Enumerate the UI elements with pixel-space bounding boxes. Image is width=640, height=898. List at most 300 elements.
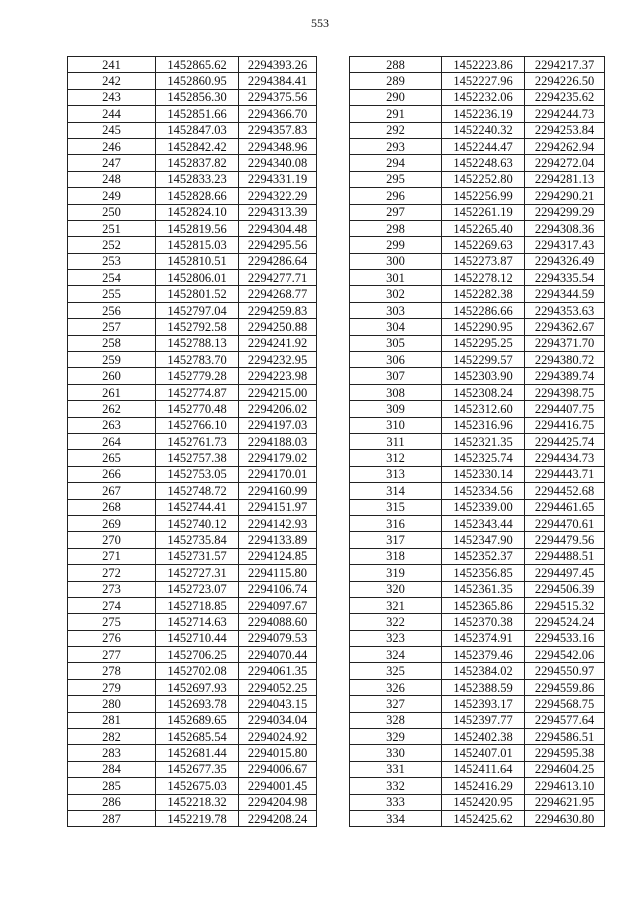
table-row (68, 253, 317, 269)
x-coordinate-cell: 1452416.29 (442, 778, 525, 794)
point-number-cell: 314 (350, 483, 442, 499)
table-row (350, 335, 605, 351)
y-coordinate-cell: 2294262.94 (525, 138, 605, 154)
point-number-cell: 319 (350, 565, 442, 581)
x-coordinate-cell: 1452325.74 (442, 450, 525, 466)
point-number-cell: 292 (350, 122, 442, 138)
table-row (350, 499, 605, 515)
point-number-cell: 260 (68, 368, 156, 384)
point-number-cell: 324 (350, 647, 442, 663)
x-coordinate-cell: 1452384.02 (442, 663, 525, 679)
y-coordinate-cell: 2294206.02 (239, 401, 317, 417)
y-coordinate-cell: 2294097.67 (239, 597, 317, 613)
table-row (68, 548, 317, 564)
y-coordinate-cell: 2294043.15 (239, 696, 317, 712)
coordinate-table-left (67, 56, 317, 827)
point-number-cell: 248 (68, 171, 156, 187)
table-row (350, 532, 605, 548)
y-coordinate-cell: 2294299.29 (525, 204, 605, 220)
y-coordinate-cell: 2294052.25 (239, 679, 317, 695)
y-coordinate-cell: 2294416.75 (525, 417, 605, 433)
y-coordinate-cell: 2294407.75 (525, 401, 605, 417)
table-row (350, 352, 605, 368)
y-coordinate-cell: 2294034.04 (239, 712, 317, 728)
table-row (68, 532, 317, 548)
x-coordinate-cell: 1452321.35 (442, 433, 525, 449)
y-coordinate-cell: 2294353.63 (525, 302, 605, 318)
point-number-cell: 316 (350, 515, 442, 531)
x-coordinate-cell: 1452833.23 (156, 171, 239, 187)
point-number-cell: 258 (68, 335, 156, 351)
point-number-cell: 320 (350, 581, 442, 597)
x-coordinate-cell: 1452723.07 (156, 581, 239, 597)
point-number-cell: 259 (68, 352, 156, 368)
y-coordinate-cell: 2294344.59 (525, 286, 605, 302)
page-number: 553 (311, 16, 329, 30)
point-number-cell: 302 (350, 286, 442, 302)
table-row (350, 188, 605, 204)
x-coordinate-cell: 1452693.78 (156, 696, 239, 712)
point-number-cell: 272 (68, 565, 156, 581)
table-row (350, 483, 605, 499)
table-row (68, 499, 317, 515)
point-number-cell: 329 (350, 729, 442, 745)
y-coordinate-cell: 2294223.98 (239, 368, 317, 384)
table-row (68, 565, 317, 581)
y-coordinate-cell: 2294188.03 (239, 433, 317, 449)
table-row (350, 89, 605, 105)
point-number-cell: 321 (350, 597, 442, 613)
y-coordinate-cell: 2294160.99 (239, 483, 317, 499)
x-coordinate-cell: 1452393.17 (442, 696, 525, 712)
x-coordinate-cell: 1452810.51 (156, 253, 239, 269)
point-number-cell: 286 (68, 794, 156, 810)
y-coordinate-cell: 2294272.04 (525, 155, 605, 171)
x-coordinate-cell: 1452265.40 (442, 220, 525, 236)
point-number-cell: 255 (68, 286, 156, 302)
x-coordinate-cell: 1452240.32 (442, 122, 525, 138)
table-row (350, 204, 605, 220)
point-number-cell: 245 (68, 122, 156, 138)
table-row (68, 466, 317, 482)
y-coordinate-cell: 2294488.51 (525, 548, 605, 564)
point-number-cell: 264 (68, 433, 156, 449)
point-number-cell: 333 (350, 794, 442, 810)
point-number-cell: 278 (68, 663, 156, 679)
y-coordinate-cell: 2294197.03 (239, 417, 317, 433)
y-coordinate-cell: 2294142.93 (239, 515, 317, 531)
y-coordinate-cell: 2294226.50 (525, 73, 605, 89)
x-coordinate-cell: 1452365.86 (442, 597, 525, 613)
x-coordinate-cell: 1452806.01 (156, 270, 239, 286)
x-coordinate-cell: 1452677.35 (156, 761, 239, 777)
table-row (68, 515, 317, 531)
point-number-cell: 334 (350, 810, 442, 826)
y-coordinate-cell: 2294335.54 (525, 270, 605, 286)
y-coordinate-cell: 2294317.43 (525, 237, 605, 253)
table-row (68, 663, 317, 679)
y-coordinate-cell: 2294259.83 (239, 302, 317, 318)
point-number-cell: 304 (350, 319, 442, 335)
table-row (350, 515, 605, 531)
table-row (68, 417, 317, 433)
table-row (350, 417, 605, 433)
point-number-cell: 263 (68, 417, 156, 433)
point-number-cell: 254 (68, 270, 156, 286)
table-row (350, 581, 605, 597)
x-coordinate-cell: 1452740.12 (156, 515, 239, 531)
y-coordinate-cell: 2294241.92 (239, 335, 317, 351)
point-number-cell: 315 (350, 499, 442, 515)
point-number-cell: 275 (68, 614, 156, 630)
y-coordinate-cell: 2294006.67 (239, 761, 317, 777)
table-row (68, 384, 317, 400)
table-row (350, 286, 605, 302)
table-row (68, 712, 317, 728)
point-number-cell: 279 (68, 679, 156, 695)
point-number-cell: 298 (350, 220, 442, 236)
x-coordinate-cell: 1452269.63 (442, 237, 525, 253)
y-coordinate-cell: 2294533.16 (525, 630, 605, 646)
y-coordinate-cell: 2294398.75 (525, 384, 605, 400)
y-coordinate-cell: 2294393.26 (239, 57, 317, 73)
x-coordinate-cell: 1452824.10 (156, 204, 239, 220)
y-coordinate-cell: 2294434.73 (525, 450, 605, 466)
table-row (68, 433, 317, 449)
y-coordinate-cell: 2294452.68 (525, 483, 605, 499)
x-coordinate-cell: 1452290.95 (442, 319, 525, 335)
y-coordinate-cell: 2294170.01 (239, 466, 317, 482)
y-coordinate-cell: 2294277.71 (239, 270, 317, 286)
table-row (350, 663, 605, 679)
x-coordinate-cell: 1452347.90 (442, 532, 525, 548)
point-number-cell: 284 (68, 761, 156, 777)
x-coordinate-cell: 1452731.57 (156, 548, 239, 564)
y-coordinate-cell: 2294295.56 (239, 237, 317, 253)
point-number-cell: 331 (350, 761, 442, 777)
table-row (68, 794, 317, 810)
point-number-cell: 322 (350, 614, 442, 630)
point-number-cell: 283 (68, 745, 156, 761)
x-coordinate-cell: 1452710.44 (156, 630, 239, 646)
table-row (350, 778, 605, 794)
point-number-cell: 268 (68, 499, 156, 515)
y-coordinate-cell: 2294340.08 (239, 155, 317, 171)
y-coordinate-cell: 2294290.21 (525, 188, 605, 204)
point-number-cell: 252 (68, 237, 156, 253)
x-coordinate-cell: 1452770.48 (156, 401, 239, 417)
x-coordinate-cell: 1452236.19 (442, 106, 525, 122)
y-coordinate-cell: 2294425.74 (525, 433, 605, 449)
table-row (350, 57, 605, 73)
table-row (350, 73, 605, 89)
table-row (350, 647, 605, 663)
y-coordinate-cell: 2294208.24 (239, 810, 317, 826)
x-coordinate-cell: 1452343.44 (442, 515, 525, 531)
point-number-cell: 325 (350, 663, 442, 679)
table-row (68, 57, 317, 73)
y-coordinate-cell: 2294015.80 (239, 745, 317, 761)
y-coordinate-cell: 2294070.44 (239, 647, 317, 663)
y-coordinate-cell: 2294115.80 (239, 565, 317, 581)
x-coordinate-cell: 1452261.19 (442, 204, 525, 220)
y-coordinate-cell: 2294232.95 (239, 352, 317, 368)
point-number-cell: 265 (68, 450, 156, 466)
x-coordinate-cell: 1452248.63 (442, 155, 525, 171)
x-coordinate-cell: 1452411.64 (442, 761, 525, 777)
point-number-cell: 328 (350, 712, 442, 728)
point-number-cell: 293 (350, 138, 442, 154)
table-row (68, 237, 317, 253)
point-number-cell: 323 (350, 630, 442, 646)
table-row (350, 794, 605, 810)
point-number-cell: 249 (68, 188, 156, 204)
table-row (68, 155, 317, 171)
table-row (350, 302, 605, 318)
y-coordinate-cell: 2294586.51 (525, 729, 605, 745)
x-coordinate-cell: 1452681.44 (156, 745, 239, 761)
table-row (68, 778, 317, 794)
table-row (350, 401, 605, 417)
point-number-cell: 327 (350, 696, 442, 712)
y-coordinate-cell: 2294479.56 (525, 532, 605, 548)
point-number-cell: 332 (350, 778, 442, 794)
table-row (350, 237, 605, 253)
table-row (68, 810, 317, 826)
x-coordinate-cell: 1452352.37 (442, 548, 525, 564)
point-number-cell: 244 (68, 106, 156, 122)
x-coordinate-cell: 1452356.85 (442, 565, 525, 581)
y-coordinate-cell: 2294088.60 (239, 614, 317, 630)
table-row (350, 220, 605, 236)
point-number-cell: 267 (68, 483, 156, 499)
x-coordinate-cell: 1452312.60 (442, 401, 525, 417)
point-number-cell: 269 (68, 515, 156, 531)
x-coordinate-cell: 1452819.56 (156, 220, 239, 236)
x-coordinate-cell: 1452227.96 (442, 73, 525, 89)
point-number-cell: 291 (350, 106, 442, 122)
x-coordinate-cell: 1452330.14 (442, 466, 525, 482)
point-number-cell: 297 (350, 204, 442, 220)
point-number-cell: 261 (68, 384, 156, 400)
point-number-cell: 274 (68, 597, 156, 613)
y-coordinate-cell: 2294313.39 (239, 204, 317, 220)
table-row (350, 597, 605, 613)
point-number-cell: 273 (68, 581, 156, 597)
table-row (350, 630, 605, 646)
x-coordinate-cell: 1452379.46 (442, 647, 525, 663)
table-row (350, 122, 605, 138)
point-number-cell: 282 (68, 729, 156, 745)
y-coordinate-cell: 2294322.29 (239, 188, 317, 204)
table-row (350, 253, 605, 269)
y-coordinate-cell: 2294375.56 (239, 89, 317, 105)
point-number-cell: 303 (350, 302, 442, 318)
y-coordinate-cell: 2294550.97 (525, 663, 605, 679)
point-number-cell: 289 (350, 73, 442, 89)
x-coordinate-cell: 1452735.84 (156, 532, 239, 548)
y-coordinate-cell: 2294366.70 (239, 106, 317, 122)
x-coordinate-cell: 1452753.05 (156, 466, 239, 482)
table-row (68, 138, 317, 154)
table-row (68, 319, 317, 335)
y-coordinate-cell: 2294326.49 (525, 253, 605, 269)
table-row (68, 220, 317, 236)
table-row (350, 548, 605, 564)
x-coordinate-cell: 1452748.72 (156, 483, 239, 499)
x-coordinate-cell: 1452388.59 (442, 679, 525, 695)
coordinate-table-right (349, 56, 605, 827)
y-coordinate-cell: 2294268.77 (239, 286, 317, 302)
point-number-cell: 271 (68, 548, 156, 564)
table-row (68, 696, 317, 712)
x-coordinate-cell: 1452295.25 (442, 335, 525, 351)
table-row (350, 729, 605, 745)
point-number-cell: 294 (350, 155, 442, 171)
x-coordinate-cell: 1452837.82 (156, 155, 239, 171)
table-row (68, 302, 317, 318)
y-coordinate-cell: 2294281.13 (525, 171, 605, 187)
x-coordinate-cell: 1452675.03 (156, 778, 239, 794)
y-coordinate-cell: 2294204.98 (239, 794, 317, 810)
y-coordinate-cell: 2294506.39 (525, 581, 605, 597)
y-coordinate-cell: 2294001.45 (239, 778, 317, 794)
point-number-cell: 262 (68, 401, 156, 417)
table-row (68, 679, 317, 695)
y-coordinate-cell: 2294595.38 (525, 745, 605, 761)
point-number-cell: 253 (68, 253, 156, 269)
x-coordinate-cell: 1452244.47 (442, 138, 525, 154)
x-coordinate-cell: 1452865.62 (156, 57, 239, 73)
x-coordinate-cell: 1452779.28 (156, 368, 239, 384)
x-coordinate-cell: 1452370.38 (442, 614, 525, 630)
x-coordinate-cell: 1452757.38 (156, 450, 239, 466)
y-coordinate-cell: 2294371.70 (525, 335, 605, 351)
table-row (68, 597, 317, 613)
table-row (68, 368, 317, 384)
x-coordinate-cell: 1452232.06 (442, 89, 525, 105)
y-coordinate-cell: 2294362.67 (525, 319, 605, 335)
y-coordinate-cell: 2294061.35 (239, 663, 317, 679)
x-coordinate-cell: 1452361.35 (442, 581, 525, 597)
y-coordinate-cell: 2294568.75 (525, 696, 605, 712)
x-coordinate-cell: 1452282.38 (442, 286, 525, 302)
table-row (68, 745, 317, 761)
point-number-cell: 266 (68, 466, 156, 482)
y-coordinate-cell: 2294244.73 (525, 106, 605, 122)
x-coordinate-cell: 1452218.32 (156, 794, 239, 810)
table-row (350, 450, 605, 466)
x-coordinate-cell: 1452334.56 (442, 483, 525, 499)
table-row (68, 450, 317, 466)
y-coordinate-cell: 2294621.95 (525, 794, 605, 810)
point-number-cell: 296 (350, 188, 442, 204)
y-coordinate-cell: 2294577.64 (525, 712, 605, 728)
y-coordinate-cell: 2294250.88 (239, 319, 317, 335)
y-coordinate-cell: 2294542.06 (525, 647, 605, 663)
table-row (350, 679, 605, 695)
y-coordinate-cell: 2294079.53 (239, 630, 317, 646)
y-coordinate-cell: 2294215.00 (239, 384, 317, 400)
x-coordinate-cell: 1452308.24 (442, 384, 525, 400)
y-coordinate-cell: 2294443.71 (525, 466, 605, 482)
point-number-cell: 313 (350, 466, 442, 482)
point-number-cell: 318 (350, 548, 442, 564)
x-coordinate-cell: 1452425.62 (442, 810, 525, 826)
x-coordinate-cell: 1452761.73 (156, 433, 239, 449)
table-row (350, 810, 605, 826)
point-number-cell: 246 (68, 138, 156, 154)
y-coordinate-cell: 2294515.32 (525, 597, 605, 613)
point-number-cell: 306 (350, 352, 442, 368)
point-number-cell: 241 (68, 57, 156, 73)
point-number-cell: 288 (350, 57, 442, 73)
x-coordinate-cell: 1452256.99 (442, 188, 525, 204)
point-number-cell: 270 (68, 532, 156, 548)
x-coordinate-cell: 1452219.78 (156, 810, 239, 826)
x-coordinate-cell: 1452828.66 (156, 188, 239, 204)
y-coordinate-cell: 2294151.97 (239, 499, 317, 515)
y-coordinate-cell: 2294497.45 (525, 565, 605, 581)
x-coordinate-cell: 1452797.04 (156, 302, 239, 318)
y-coordinate-cell: 2294308.36 (525, 220, 605, 236)
point-number-cell: 307 (350, 368, 442, 384)
y-coordinate-cell: 2294357.83 (239, 122, 317, 138)
x-coordinate-cell: 1452397.77 (442, 712, 525, 728)
y-coordinate-cell: 2294235.62 (525, 89, 605, 105)
table-row (350, 171, 605, 187)
y-coordinate-cell: 2294461.65 (525, 499, 605, 515)
x-coordinate-cell: 1452685.54 (156, 729, 239, 745)
point-number-cell: 301 (350, 270, 442, 286)
x-coordinate-cell: 1452252.80 (442, 171, 525, 187)
x-coordinate-cell: 1452286.66 (442, 302, 525, 318)
point-number-cell: 305 (350, 335, 442, 351)
y-coordinate-cell: 2294217.37 (525, 57, 605, 73)
y-coordinate-cell: 2294304.48 (239, 220, 317, 236)
table-row (68, 122, 317, 138)
x-coordinate-cell: 1452714.63 (156, 614, 239, 630)
point-number-cell: 242 (68, 73, 156, 89)
point-number-cell: 312 (350, 450, 442, 466)
x-coordinate-cell: 1452278.12 (442, 270, 525, 286)
y-coordinate-cell: 2294348.96 (239, 138, 317, 154)
x-coordinate-cell: 1452774.87 (156, 384, 239, 400)
y-coordinate-cell: 2294470.61 (525, 515, 605, 531)
point-number-cell: 290 (350, 89, 442, 105)
x-coordinate-cell: 1452407.01 (442, 745, 525, 761)
point-number-cell: 281 (68, 712, 156, 728)
x-coordinate-cell: 1452402.38 (442, 729, 525, 745)
y-coordinate-cell: 2294389.74 (525, 368, 605, 384)
x-coordinate-cell: 1452856.30 (156, 89, 239, 105)
table-row (350, 466, 605, 482)
point-number-cell: 256 (68, 302, 156, 318)
x-coordinate-cell: 1452223.86 (442, 57, 525, 73)
point-number-cell: 311 (350, 433, 442, 449)
x-coordinate-cell: 1452273.87 (442, 253, 525, 269)
table-row (350, 696, 605, 712)
point-number-cell: 276 (68, 630, 156, 646)
table-row (350, 106, 605, 122)
x-coordinate-cell: 1452851.66 (156, 106, 239, 122)
y-coordinate-cell: 2294380.72 (525, 352, 605, 368)
point-number-cell: 310 (350, 417, 442, 433)
table-row (350, 565, 605, 581)
x-coordinate-cell: 1452744.41 (156, 499, 239, 515)
point-number-cell: 247 (68, 155, 156, 171)
table-row (68, 204, 317, 220)
